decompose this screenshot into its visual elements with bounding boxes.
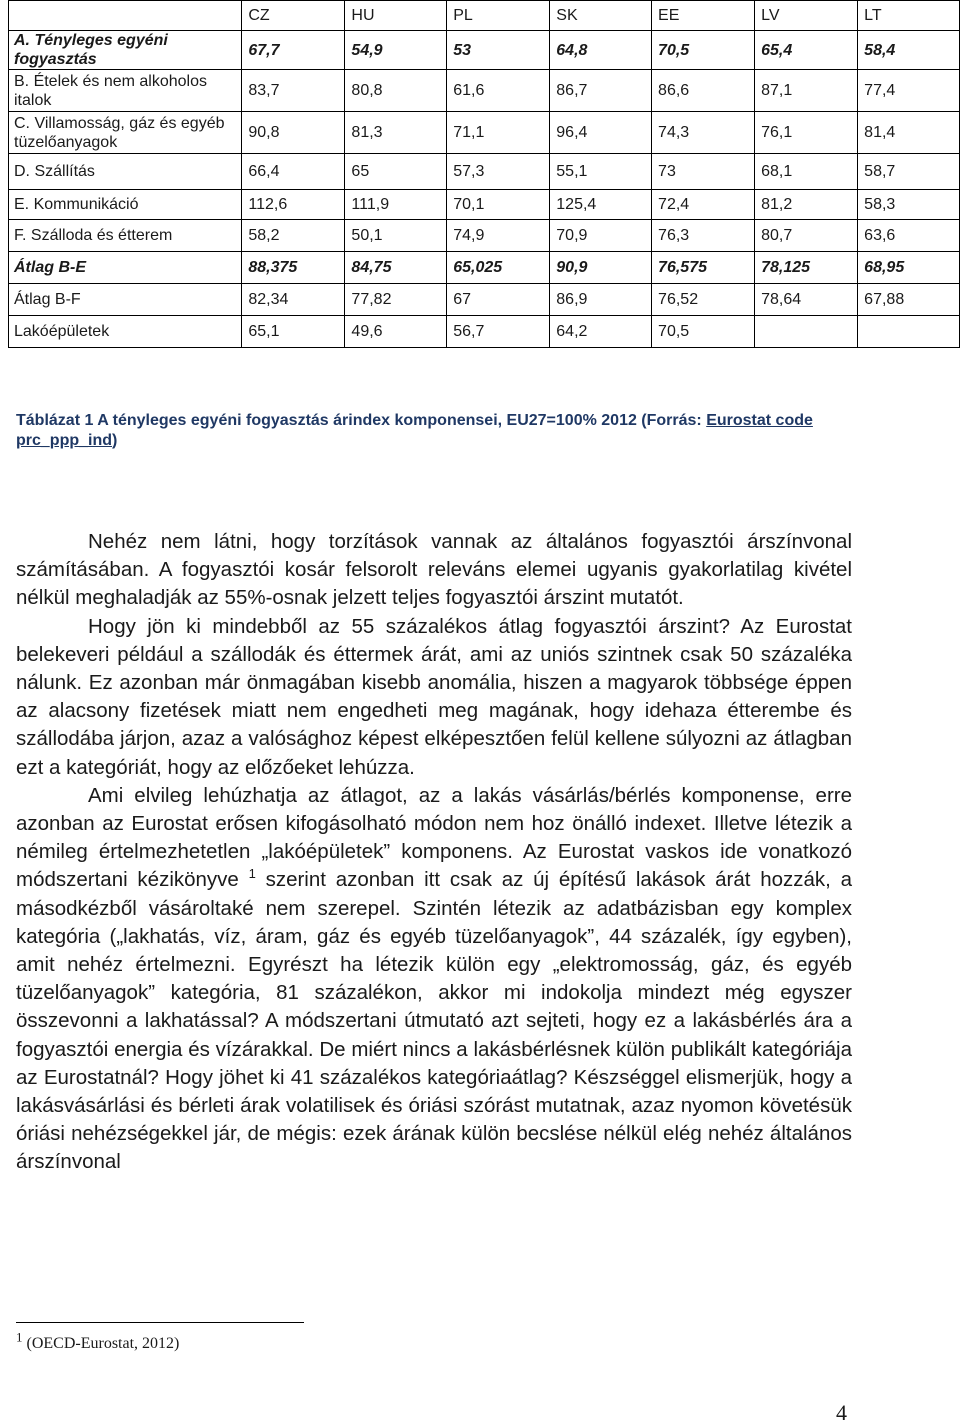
value-cell: 64,2 bbox=[550, 316, 652, 348]
value-cell: 65 bbox=[345, 154, 447, 190]
value-cell: 76,52 bbox=[652, 284, 755, 316]
value-cell: 68,95 bbox=[858, 252, 960, 284]
table-row bbox=[9, 284, 960, 316]
value-cell: 58,7 bbox=[858, 154, 960, 190]
value-cell: 67 bbox=[447, 284, 550, 316]
value-cell: 65,025 bbox=[447, 252, 550, 284]
eurostat-link[interactable]: Eurostat code prc_ppp_ind bbox=[16, 412, 813, 449]
value-cell: 53 bbox=[447, 31, 550, 70]
row-label: Átlag B-E bbox=[9, 252, 242, 284]
paragraph-3-part-a: Ami elvileg lehúzhatja az átlagot, az a lakás vásárlás/bérlés komponense, erre azonban az Eurostat erősen kifogásolható módon nem hoz önálló indexet. Illetve létezik a némileg értelmezhetetlen „lakóépületek” komponens. Az Eurostat vaskos ide vonatkozó módszertani kézikönyve bbox=[16, 783, 852, 892]
header-cell: HU bbox=[345, 1, 447, 31]
value-cell: 49,6 bbox=[345, 316, 447, 348]
value-cell: 67,88 bbox=[858, 284, 960, 316]
value-cell: 74,9 bbox=[447, 220, 550, 252]
header-empty-cell bbox=[9, 1, 242, 31]
table-row bbox=[9, 252, 960, 284]
value-cell: 83,7 bbox=[242, 70, 345, 112]
row-label: Átlag B-F bbox=[9, 284, 242, 316]
value-cell: 86,7 bbox=[550, 70, 652, 112]
header-cell: LT bbox=[858, 1, 960, 31]
value-cell: 65,1 bbox=[242, 316, 345, 348]
footnote-ref[interactable]: 1 bbox=[248, 866, 256, 882]
header-cell: EE bbox=[652, 1, 755, 31]
paragraph-3-part-b: szerint azonban itt csak az új építésű lakások árát hozzák, a másodkézből vásároltaké nem szerepel. Szintén létezik az adatbázisban egy komplex kategória („lakhatás, víz, áram, gáz és egyéb tüzelőanyagok”, 44 százalék, így egyben), amit nehéz értelmezni. Egyrészt ha létezik külön egy „elektromosság, gáz, és egyéb tüzelőanyagok” kategória, 81 százalékon, akkor mi indokolja mindezt még egyszer összevonni a lakhatással? A módszertani útmutató azt sejteti, hogy ez a lakásbérlés ára a fogyasztói energia és vízárakkal. De miért nincs a lakásbérlésnek külön publikált kategóriája az Eurostatnál? Hogy jöhet ki 41 százalékos kategóriaátlag? Készséggel elismerjük, hogy a lakásvásárlási és bérleti árak volatilisek és óriási szórást mutatnak, azaz nyomon követésük óriási nehézségekkel jár, de mégis: ezek árának külön becslése nélkül elég nehéz általános árszínvonal bbox=[16, 868, 852, 1174]
value-cell: 111,9 bbox=[345, 190, 447, 220]
footnote-number: 1 bbox=[16, 1329, 23, 1345]
value-cell: 72,4 bbox=[652, 190, 755, 220]
value-cell: 58,3 bbox=[858, 190, 960, 220]
value-cell: 90,9 bbox=[550, 252, 652, 284]
page-number: 4 bbox=[836, 1400, 847, 1425]
table-row bbox=[9, 31, 960, 70]
value-cell: 80,7 bbox=[755, 220, 858, 252]
value-cell: 68,1 bbox=[755, 154, 858, 190]
paragraph-3 bbox=[16, 782, 852, 1177]
value-cell: 96,4 bbox=[550, 112, 652, 154]
value-cell: 86,6 bbox=[652, 70, 755, 112]
table-header-row bbox=[9, 1, 960, 31]
value-cell: 84,75 bbox=[345, 252, 447, 284]
value-cell: 82,34 bbox=[242, 284, 345, 316]
footnote-separator bbox=[16, 1322, 304, 1323]
value-cell: 50,1 bbox=[345, 220, 447, 252]
value-cell: 63,6 bbox=[858, 220, 960, 252]
value-cell: 65,4 bbox=[755, 31, 858, 70]
price-index-table bbox=[8, 0, 960, 348]
value-cell: 73 bbox=[652, 154, 755, 190]
value-cell: 64,8 bbox=[550, 31, 652, 70]
row-label: C. Villamosság, gáz és egyéb tüzelőanyagok bbox=[9, 112, 242, 154]
table-row bbox=[9, 112, 960, 154]
value-cell: 90,8 bbox=[242, 112, 345, 154]
value-cell: 76,1 bbox=[755, 112, 858, 154]
caption-close: ) bbox=[112, 432, 118, 449]
value-cell: 55,1 bbox=[550, 154, 652, 190]
row-label: B. Ételek és nem alkoholos italok bbox=[9, 70, 242, 112]
row-label: D. Szállítás bbox=[9, 154, 242, 190]
value-cell: 86,9 bbox=[550, 284, 652, 316]
value-cell: 74,3 bbox=[652, 112, 755, 154]
value-cell: 88,375 bbox=[242, 252, 345, 284]
value-cell: 80,8 bbox=[345, 70, 447, 112]
value-cell: 57,3 bbox=[447, 154, 550, 190]
value-cell: 78,125 bbox=[755, 252, 858, 284]
row-label: Lakóépületek bbox=[9, 316, 242, 348]
value-cell: 70,1 bbox=[447, 190, 550, 220]
value-cell: 58,4 bbox=[858, 31, 960, 70]
footnote-text: (OECD-Eurostat, 2012) bbox=[22, 1335, 180, 1352]
value-cell: 54,9 bbox=[345, 31, 447, 70]
value-cell: 76,575 bbox=[652, 252, 755, 284]
value-cell: 87,1 bbox=[755, 70, 858, 112]
value-cell: 77,82 bbox=[345, 284, 447, 316]
caption-text: Táblázat 1 A tényleges egyéni fogyasztás árindex komponensei, EU27=100% 2012 (Forrás: bbox=[16, 412, 707, 429]
value-cell: 56,7 bbox=[447, 316, 550, 348]
value-cell: 77,4 bbox=[858, 70, 960, 112]
table-caption bbox=[16, 411, 876, 451]
value-cell: 70,9 bbox=[550, 220, 652, 252]
header-cell: SK bbox=[550, 1, 652, 31]
row-label: F. Szálloda és étterem bbox=[9, 220, 242, 252]
body-text bbox=[16, 528, 852, 1177]
value-cell: 81,2 bbox=[755, 190, 858, 220]
value-cell: 71,1 bbox=[447, 112, 550, 154]
value-cell: 112,6 bbox=[242, 190, 345, 220]
value-cell: 61,6 bbox=[447, 70, 550, 112]
value-cell: 125,4 bbox=[550, 190, 652, 220]
value-cell: 67,7 bbox=[242, 31, 345, 70]
header-cell: LV bbox=[755, 1, 858, 31]
value-cell: 58,2 bbox=[242, 220, 345, 252]
value-cell: 66,4 bbox=[242, 154, 345, 190]
value-cell: 78,64 bbox=[755, 284, 858, 316]
value-cell: 81,4 bbox=[858, 112, 960, 154]
header-cell: CZ bbox=[242, 1, 345, 31]
table-row bbox=[9, 190, 960, 220]
table-row bbox=[9, 154, 960, 190]
value-cell: 70,5 bbox=[652, 316, 755, 348]
value-cell bbox=[858, 316, 960, 348]
header-cell: PL bbox=[447, 1, 550, 31]
footnote bbox=[16, 1329, 180, 1353]
table-row bbox=[9, 70, 960, 112]
value-cell: 76,3 bbox=[652, 220, 755, 252]
value-cell: 70,5 bbox=[652, 31, 755, 70]
row-label: E. Kommunikáció bbox=[9, 190, 242, 220]
row-label: A. Tényleges egyéni fogyasztás bbox=[9, 31, 242, 70]
value-cell bbox=[755, 316, 858, 348]
paragraph-1: Nehéz nem látni, hogy torzítások vannak az általános fogyasztói árszínvonal számításában. A fogyasztói kosár felsorolt releváns elemei ugyanis gyakorlatilag kivétel nélkül meghaladják az 55%-osnak jelzett teljes fogyasztói árszint mutatót. bbox=[16, 530, 852, 610]
table-row bbox=[9, 220, 960, 252]
paragraph-2: Hogy jön ki mindebből az 55 százalékos átlag fogyasztói árszint? Az Eurostat belekeveri például a szállodák és éttermek árát, ami az uniós szintnek csak 50 százaléka nálunk. Ez azonban már önmagában kisebb anomália, hiszen a magyarok többsége éppen az alacsony fizetések miatt nem engedheti meg magának, hogy idehaza étterembe és szállodába járjon, azaz a valósághoz képest elképesztően felül kellene súlyozni az átlagban ezt a kategóriát, hogy az előzőeket lehúzza. bbox=[16, 614, 852, 779]
table-row bbox=[9, 316, 960, 348]
value-cell: 81,3 bbox=[345, 112, 447, 154]
